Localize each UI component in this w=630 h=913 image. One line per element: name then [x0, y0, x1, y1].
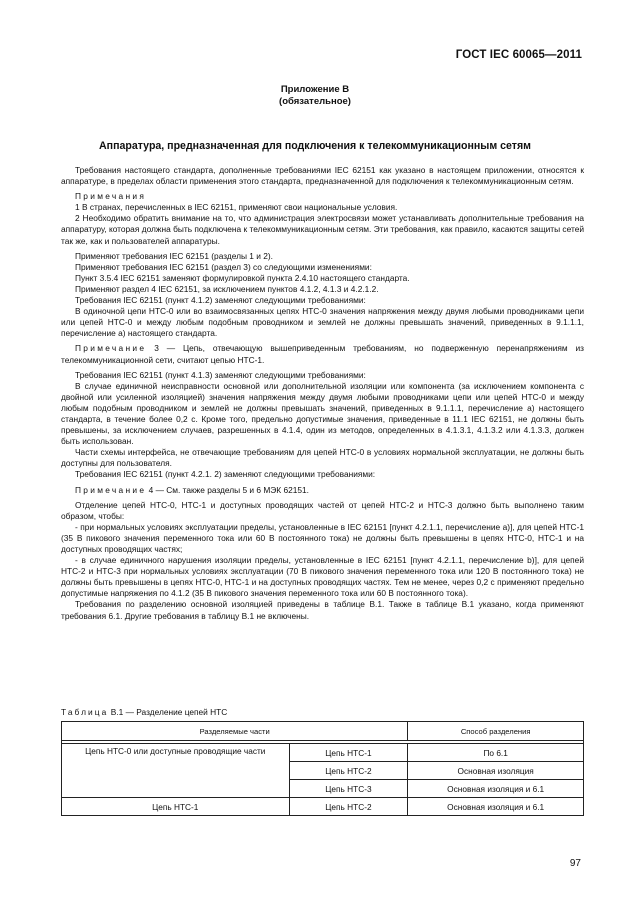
group-ntc0-label: Цепь НТС-0 или доступные проводящие части — [62, 744, 290, 798]
table-row — [62, 744, 584, 762]
section-title: Аппаратура, предназначенная для подключения к телекоммуникационным сетям — [99, 140, 531, 152]
method-cell: Основная изоляция — [408, 762, 584, 780]
header-method: Способ разделения — [408, 722, 584, 741]
separation-table — [61, 721, 584, 816]
table-row — [62, 798, 584, 816]
table-reference: Требования по разделению основной изоляцией приведены в таблице В.1. Также в таблице В.1 указано, когда применяют требования 6.1. Другие требования в таблицу В.1 не включены. — [61, 599, 584, 621]
method-cell: Основная изоляция и 6.1 — [408, 798, 584, 816]
method-cell: По 6.1 — [408, 744, 584, 762]
header-parts: Разделяемые части — [62, 722, 408, 741]
interface-paragraph: Части схемы интерфейса, не отвечающие требованиям для цепей НТС-0 в условиях нормальной эксплуатации, не должны быть доступны для пользователя. — [61, 447, 584, 469]
page-number: 97 — [569, 858, 581, 869]
annex-status: (обязательное) — [279, 96, 351, 107]
table-caption: Таблица В.1 — Разделение цепей НТС — [61, 707, 228, 717]
requirement-4-1-2: В одиночной цепи НТС-0 или во взаимосвязанных цепях НТС-0 значения напряжения между двумя любыми проводниками цепи или цепей НТС-0 и между любым подобным проводником и землей не должны превышать значений, приведенных в 9.1.1.1, перечисление а) настоящего стандарта. — [61, 306, 584, 339]
circuit-cell: Цепь НТС-2 — [289, 798, 408, 816]
annex-title: Приложение В — [280, 84, 350, 95]
circuit-cell: Цепь НТС-3 — [289, 780, 408, 798]
circuit-cell: Цепь НТС-1 — [289, 744, 408, 762]
separation-bullet-2: - в случае единичного нарушения изоляции пределы, установленные в IEC 62151 [пункт 4.2.1.1, перечисление b)], для цепей НТС-2 и НТС-3 при нормальных условиях эксплуатации (70 В пикового значения переменного тока или 120 В постоянного тока) не должны быть превышены в цепях НТС-0, НТС-1 и на доступных проводящих частях. Тем не менее, через 0,2 с применяют предельно допустимые напряжения по 4.1.2 (35 В пикового значения переменного тока или 60 В постоянного тока). — [61, 555, 584, 599]
table-header-row — [62, 722, 584, 741]
body-text — [61, 165, 584, 622]
separation-paragraph: Отделение цепей НТС-0, НТС-1 и доступных проводящих частей от цепей НТС-2 и НТС-3 должно быть выполнено таким образом, чтобы: — [61, 499, 584, 521]
requirement-4-1-3: В случае единичной неисправности основной или дополнительной изоляции или компонента (за исключением компонента с двойной или усиленной изоляцией) значения напряжения между двумя любыми проводниками цепи или цепей НТС-0 и между любым подобным проводником и землей не должны превышать значений, приведенных в 9.1.1.1, перечисление а) настоящего стандарта, в течение более 0,2 с. Кроме того, предельно допустимые значения, приведенные в 11.1 IEC 62151, не должны быть превышены, за исключением случаев, разрешенных в 4.1.4, один из методов, определенных в 4.1.3.1, 4.1.3.2 или 4.1.3.3, должен быть использован. — [61, 380, 584, 447]
note-3: Примечание 3 — Цепь, отвечающую вышеприведенным требованиям, но подверженную перенапряжениям из телекоммуникационной сети, считают цепью НТС-1. — [61, 343, 585, 365]
note-4: Примечание 4 — См. также разделы 5 и 6 МЭК 62151. — [75, 484, 309, 495]
note-1: 1 В странах, перечисленных в IEC 62151, применяют свои национальные условия. — [75, 202, 398, 213]
notes-label: Примечания — [75, 191, 147, 202]
standard-code: ГОСТ IEC 60065—2011 — [455, 49, 582, 61]
apply-sections-1-2: Применяют требования IEC 62151 (разделы 1 и 2). — [75, 250, 273, 261]
apply-4-2-1-2: Требования IEC 62151 (пункт 4.2.1. 2) заменяют следующими требованиями: — [75, 469, 376, 480]
apply-3-5-4: Пункт 3.5.4 IEC 62151 заменяют формулировкой пункта 2.4.10 настоящего стандарта. — [75, 272, 410, 283]
apply-section-3: Применяют требования IEC 62151 (раздел 3) со следующими изменениями: — [75, 261, 372, 272]
circuit-cell: Цепь НТС-2 — [289, 762, 408, 780]
apply-4-1-2: Требования IEC 62151 (пункт 4.1.2) заменяют следующими требованиями: — [75, 295, 366, 306]
group-ntc1-label: Цепь НТС-1 — [62, 798, 290, 816]
note-2: 2 Необходимо обратить внимание на то, что администрация электросвязи может устанавливать дополнительные требования на аппаратуру, которая должна быть подключена к телекоммуникационным сетям. Эти требования, как правило, касаются защиты сетей так же, как и пользователей аппаратуры. — [61, 213, 584, 246]
apply-4-1-3: Требования IEC 62151 (пункт 4.1.3) заменяют следующими требованиями: — [75, 369, 366, 380]
separation-bullet-1: - при нормальных условиях эксплуатации пределы, установленные в IEC 62151 [пункт 4.2.1.1, перечисление а)], для цепей НТС-1 (35 В пикового значения переменного тока или 60 В постоянного тока) не должны быть превышены в цепях НТС-0, НТС-1 и на доступных проводящих частях; — [61, 521, 584, 554]
apply-section-4: Применяют раздел 4 IEC 62151, за исключением пунктов 4.1.2, 4.1.3 и 4.2.1.2. — [75, 283, 379, 294]
intro-paragraph: Требования настоящего стандарта, дополненные требованиями IEC 62151 как указано в настоящем приложении, относятся к аппаратуре, в пределах области применения этого стандарта, предназначенной для подключения к телекоммуникационным сетям. — [61, 165, 584, 187]
method-cell: Основная изоляция и 6.1 — [408, 780, 584, 798]
